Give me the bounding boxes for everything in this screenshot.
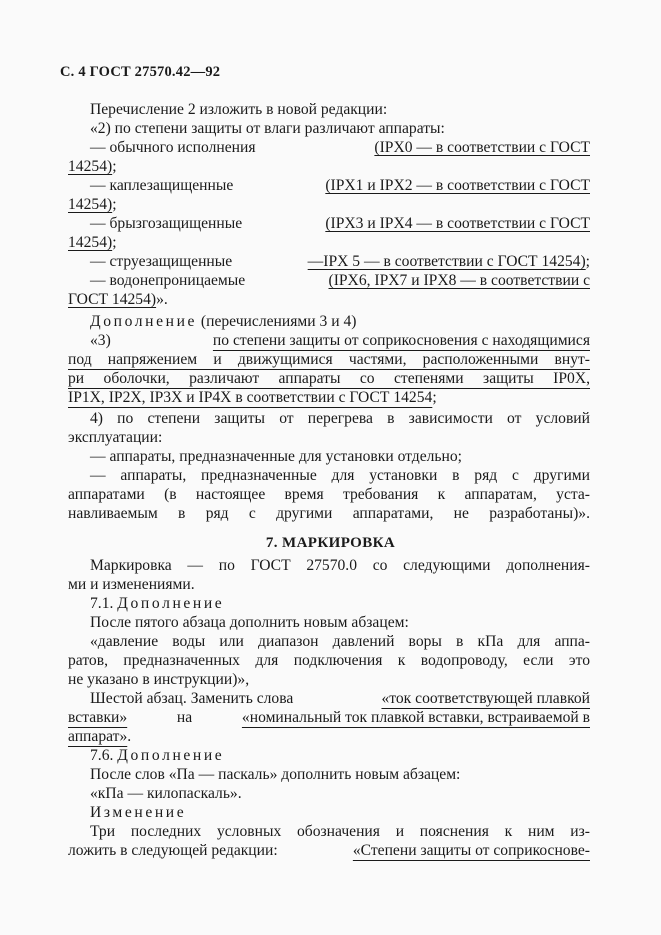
text-line: вставки» на «номинальный ток плавкой вставки, встраиваемой в bbox=[68, 709, 590, 726]
text-line: 14254); bbox=[68, 234, 117, 251]
section-title: 7. МАРКИРОВКА bbox=[265, 535, 396, 551]
text-line: Маркировка — по ГОСТ 27570.0 со следующими дополнения- bbox=[90, 557, 590, 574]
text-line: эксплуатации: bbox=[68, 429, 163, 446]
text-line: Три последних условных обозначения и пояснения к ним из- bbox=[90, 823, 590, 840]
text-line: ГОСТ 14254)». bbox=[68, 291, 168, 308]
text-line: «3) по степени защиты от соприкосновения с находящимися bbox=[90, 332, 590, 349]
text-line: Шестой абзац. Заменить слова «ток соответствующей плавкой bbox=[90, 690, 590, 707]
text-line: — струезащищенные —IPX 5 — в соответствии с ГОСТ 14254); bbox=[90, 253, 590, 270]
text-line: IP1X, IP2X, IP3X и IP4X в соответствии с ГОСТ 14254; bbox=[68, 389, 437, 406]
text-line: 14254); bbox=[68, 196, 117, 213]
text-line: под напряжением и движущимися частями, расположенными внут- bbox=[68, 351, 590, 368]
text-line: Изменение bbox=[90, 804, 187, 821]
text-line: 7.6. Дополнение bbox=[90, 747, 225, 764]
text-line: ратов, предназначенных для подключения к водопроводу, если это bbox=[68, 652, 590, 669]
text-line: «давление воды или диапазон давлений воры в кПа для аппа- bbox=[90, 633, 590, 650]
text-line: не указано в инструкции)», bbox=[68, 671, 250, 688]
text-line: — брызгозащищенные (IPX3 и IPX4 — в соответствии с ГОСТ bbox=[90, 215, 590, 232]
text-line: — аппараты, предназначенные для установки в ряд с другими bbox=[90, 467, 590, 484]
text-line: — аппараты, предназначенные для установки отдельно; bbox=[90, 448, 463, 465]
text-line: ложить в следующей редакции: «Степени защиты от соприкоснове- bbox=[68, 842, 590, 859]
text-line: — обычного исполнения (IPX0 — в соответствии с ГОСТ bbox=[90, 139, 590, 156]
text-line: После пятого абзаца дополнить новым абзацем: bbox=[90, 614, 409, 631]
text-line: ри оболочки, различают аппараты со степенями защиты IP0X, bbox=[68, 370, 590, 387]
text-line: «2) по степени защиты от влаги различают аппараты: bbox=[90, 120, 445, 137]
text-line: — каплезащищенные (IPX1 и IPX2 — в соответствии с ГОСТ bbox=[90, 177, 590, 194]
text-line: навливаемым в ряд с другими аппаратами, не разработаны)». bbox=[68, 505, 590, 522]
page-header: С. 4 ГОСТ 27570.42—92 bbox=[60, 64, 221, 80]
text-line: «кПа — килопаскаль». bbox=[90, 785, 242, 802]
text-line: Перечисление 2 изложить в новой редакции: bbox=[90, 101, 388, 118]
text-line: После слов «Па — паскаль» дополнить новым абзацем: bbox=[90, 766, 461, 783]
text-line: аппаратами (в настоящее время требования к аппаратам, уста- bbox=[68, 486, 590, 503]
text-line: 7.1. Дополнение bbox=[90, 595, 225, 612]
text-line: Дополнение (перечислениями 3 и 4) bbox=[90, 313, 357, 330]
text-line: — водонепроницаемые (IPX6, IPX7 и IPX8 — в соответствии с bbox=[90, 272, 590, 289]
text-line: 4) по степени защиты от перегрева в зависимости от условий bbox=[90, 410, 590, 427]
text-line: 14254); bbox=[68, 158, 117, 175]
text-line: аппарат». bbox=[68, 728, 132, 745]
text-line: ми и изменениями. bbox=[68, 576, 195, 593]
